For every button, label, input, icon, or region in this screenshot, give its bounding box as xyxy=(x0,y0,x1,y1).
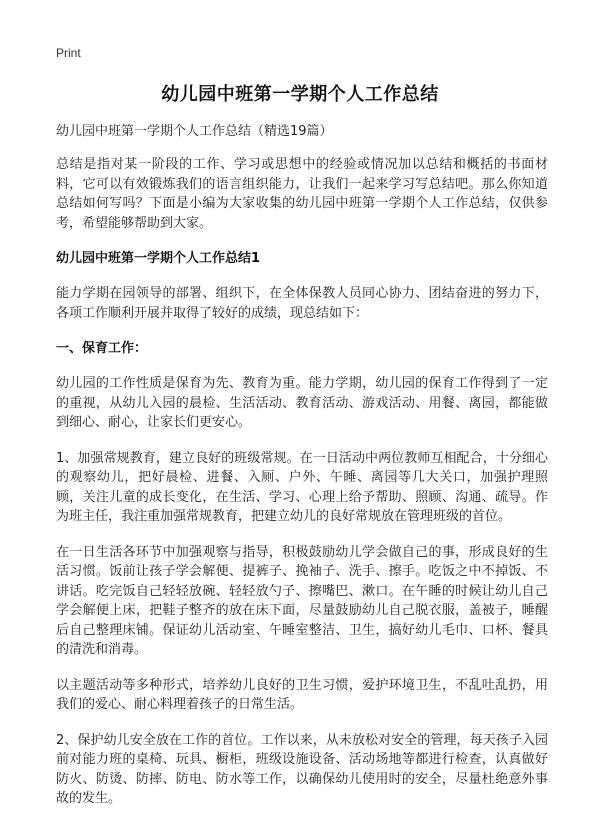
body-paragraph: 2、保护幼儿安全放在工作的首位。工作以来，从未放松对安全的管理，每天孩子入园前对能力班的桌椅、玩具、橱柜，班级设施设备、活动场地等都进行检查，认真做好防火、防烫、防摔、防电、防水等工作，以确保幼儿使用时的安全，尽量杜绝意外事故的发生。 xyxy=(56,732,548,806)
document-subtitle: 幼儿园中班第一学期个人工作总结（精选19篇） xyxy=(56,124,333,139)
print-link[interactable]: Print xyxy=(56,46,81,60)
document-body xyxy=(56,122,548,825)
section-intro-paragraph: 能力学期在园领导的部署、组织下，在全体保教人员同心协力、团结奋进的努力下，各项工作顺利开展并取得了较好的成绩，现总结如下： xyxy=(56,286,548,321)
page-title: 幼儿园中班第一学期个人工作总结 xyxy=(161,84,439,105)
body-paragraph: 幼儿园的工作性质是保育为先、教育为重。能力学期，幼儿园的保育工作得到了一定的重视，从幼儿入园的晨检、生活活动、教育活动、游戏活动、用餐、离园，都能做到细心、耐心，让家长们更安心。 xyxy=(56,376,548,430)
intro-paragraph: 总结是指对某一阶段的工作、学习或思想中的经验或情况加以总结和概括的书面材料，它可以有效锻炼我们的语言组织能力，让我们一起来学习写总结吧。那么你知道总结如何写吗？下面是小编为大家收集的幼儿园中班第一学期个人工作总结，仅供参考，希望能够帮助到大家。 xyxy=(56,157,548,231)
body-paragraph: 在一日生活各环节中加强观察与指导，积极鼓励幼儿学会做自己的事，形成良好的生活习惯。饭前让孩子学会解便、提裤子、挽袖子、洗手、擦手。吃饭之中不掉饭、不讲话。吃完饭自己轻轻放碗、轻轻放勺子、擦嘴巴、漱口。在午睡的时候让幼儿自己学会解便上床，把鞋子整齐的放在床下面，尽量鼓励幼儿自己脱衣服，盖被子，睡醒后自己整理床铺。保证幼儿活动室、午睡室整洁、卫生，搞好幼儿毛巾、口杯、餐具的清洗和消毒。 xyxy=(56,544,548,657)
body-paragraph: 以主题活动等多种形式，培养幼儿良好的卫生习惯，爱护环境卫生，不乱吐乱扔，用我们的爱心、耐心料理着孩子的日常生活。 xyxy=(56,677,548,712)
body-paragraph: 1、加强常规教育，建立良好的班级常规。在一日活动中两位教师互相配合，十分细心的观察幼儿，把好晨检、进餐、入厕、户外、午睡、离园等几大关口，加强护理照顾，关注儿童的成长变化，在生活、学习、心理上给予帮助、照顾、沟通、疏导。作为班主任，我注重加强常规教育，把建立幼儿的良好常规放在管理班级的首位。 xyxy=(56,450,548,524)
part-heading: 一、保育工作： xyxy=(56,341,148,356)
section-heading: 幼儿园中班第一学期个人工作总结1 xyxy=(56,251,261,266)
